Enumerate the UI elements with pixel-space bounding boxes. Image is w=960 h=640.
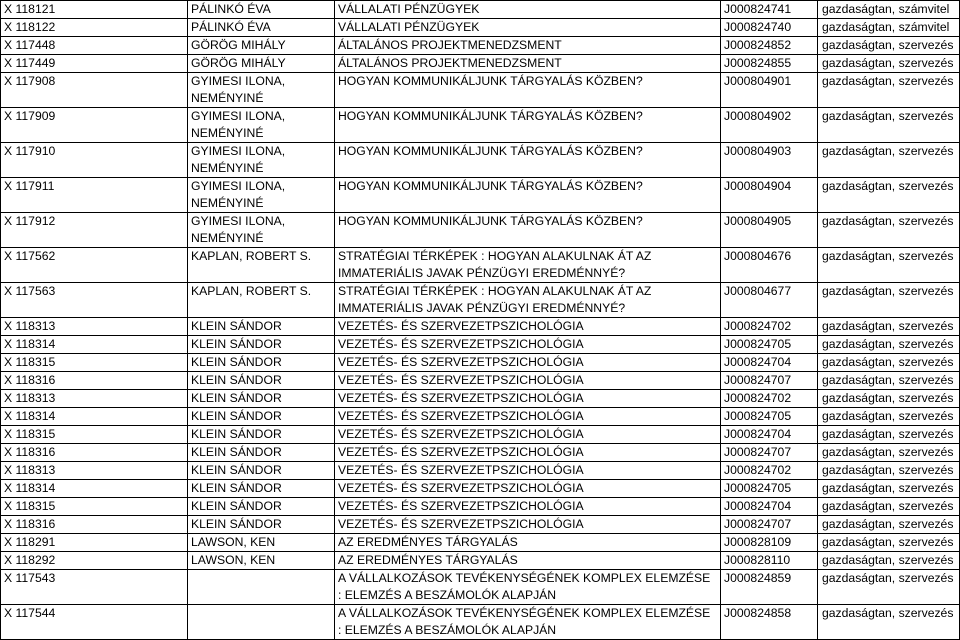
- author-cell: KLEIN SÁNDOR: [188, 390, 335, 408]
- code-cell: J000824702: [721, 462, 818, 480]
- table-row: [1, 444, 960, 462]
- code-cell: J000804902: [721, 108, 818, 143]
- table-row: [1, 570, 960, 605]
- table-row: [1, 426, 960, 444]
- table-row: [1, 178, 960, 213]
- table-row: [1, 19, 960, 37]
- title-cell: ÁLTALÁNOS PROJEKTMENEDZSMENT: [335, 55, 721, 73]
- table-row: [1, 213, 960, 248]
- code-cell: J000824705: [721, 480, 818, 498]
- table-row: [1, 372, 960, 390]
- table-row: [1, 498, 960, 516]
- category-cell: gazdaságtan, szervezés: [818, 354, 960, 372]
- record-id-cell: X 118314: [1, 480, 188, 498]
- author-cell: GYIMESI ILONA, NEMÉNYINÉ: [188, 73, 335, 108]
- record-id-cell: X 118315: [1, 426, 188, 444]
- category-cell: gazdaságtan, szervezés: [818, 426, 960, 444]
- code-cell: J000824704: [721, 498, 818, 516]
- record-id-cell: X 118314: [1, 336, 188, 354]
- title-cell: VEZETÉS- ÉS SZERVEZETPSZICHOLÓGIA: [335, 354, 721, 372]
- record-id-cell: X 117910: [1, 143, 188, 178]
- code-cell: J000804904: [721, 178, 818, 213]
- code-cell: J000804676: [721, 248, 818, 283]
- author-cell: LAWSON, KEN: [188, 552, 335, 570]
- author-cell: KLEIN SÁNDOR: [188, 516, 335, 534]
- title-cell: VEZETÉS- ÉS SZERVEZETPSZICHOLÓGIA: [335, 372, 721, 390]
- record-id-cell: X 117449: [1, 55, 188, 73]
- code-cell: J000824855: [721, 55, 818, 73]
- table-row: [1, 390, 960, 408]
- code-cell: J000824852: [721, 37, 818, 55]
- author-cell: GÖRÖG MIHÁLY: [188, 55, 335, 73]
- table-row: [1, 73, 960, 108]
- record-id-cell: X 117562: [1, 248, 188, 283]
- code-cell: J000804903: [721, 143, 818, 178]
- code-cell: J000824704: [721, 354, 818, 372]
- author-cell: KLEIN SÁNDOR: [188, 444, 335, 462]
- table-row: [1, 354, 960, 372]
- author-cell: GYIMESI ILONA, NEMÉNYINÉ: [188, 213, 335, 248]
- code-cell: J000824702: [721, 390, 818, 408]
- author-cell: KLEIN SÁNDOR: [188, 372, 335, 390]
- title-cell: VEZETÉS- ÉS SZERVEZETPSZICHOLÓGIA: [335, 498, 721, 516]
- title-cell: VEZETÉS- ÉS SZERVEZETPSZICHOLÓGIA: [335, 480, 721, 498]
- category-cell: gazdaságtan, szervezés: [818, 534, 960, 552]
- category-cell: gazdaságtan, szervezés: [818, 408, 960, 426]
- category-cell: gazdaságtan, szervezés: [818, 108, 960, 143]
- author-cell: PÁLINKÓ ÉVA: [188, 19, 335, 37]
- record-id-cell: X 117911: [1, 178, 188, 213]
- title-cell: VEZETÉS- ÉS SZERVEZETPSZICHOLÓGIA: [335, 444, 721, 462]
- record-id-cell: X 117909: [1, 108, 188, 143]
- code-cell: J000824741: [721, 1, 818, 19]
- record-id-cell: X 117908: [1, 73, 188, 108]
- category-cell: gazdaságtan, szervezés: [818, 498, 960, 516]
- title-cell: VÁLLALATI PÉNZÜGYEK: [335, 1, 721, 19]
- title-cell: A VÁLLALKOZÁSOK TEVÉKENYSÉGÉNEK KOMPLEX ELEMZÉSE : ELEMZÉS A BESZÁMOLÓK ALAPJÁN: [335, 605, 721, 640]
- code-cell: J000828109: [721, 534, 818, 552]
- catalog-table-body: [1, 1, 960, 640]
- code-cell: J000824705: [721, 336, 818, 354]
- table-row: [1, 534, 960, 552]
- author-cell: GYIMESI ILONA, NEMÉNYINÉ: [188, 143, 335, 178]
- author-cell: KLEIN SÁNDOR: [188, 336, 335, 354]
- title-cell: AZ EREDMÉNYES TÁRGYALÁS: [335, 552, 721, 570]
- title-cell: VEZETÉS- ÉS SZERVEZETPSZICHOLÓGIA: [335, 390, 721, 408]
- category-cell: gazdaságtan, szervezés: [818, 178, 960, 213]
- author-cell: KAPLAN, ROBERT S.: [188, 248, 335, 283]
- title-cell: VEZETÉS- ÉS SZERVEZETPSZICHOLÓGIA: [335, 462, 721, 480]
- code-cell: J000824740: [721, 19, 818, 37]
- record-id-cell: X 117912: [1, 213, 188, 248]
- category-cell: gazdaságtan, szervezés: [818, 570, 960, 605]
- category-cell: gazdaságtan, szervezés: [818, 480, 960, 498]
- table-row: [1, 605, 960, 640]
- title-cell: A VÁLLALKOZÁSOK TEVÉKENYSÉGÉNEK KOMPLEX ELEMZÉSE : ELEMZÉS A BESZÁMOLÓK ALAPJÁN: [335, 570, 721, 605]
- table-row: [1, 37, 960, 55]
- record-id-cell: X 118316: [1, 444, 188, 462]
- title-cell: VEZETÉS- ÉS SZERVEZETPSZICHOLÓGIA: [335, 408, 721, 426]
- title-cell: HOGYAN KOMMUNIKÁLJUNK TÁRGYALÁS KÖZBEN?: [335, 108, 721, 143]
- record-id-cell: X 117563: [1, 283, 188, 318]
- category-cell: gazdaságtan, szervezés: [818, 462, 960, 480]
- category-cell: gazdaságtan, szervezés: [818, 73, 960, 108]
- category-cell: gazdaságtan, szervezés: [818, 444, 960, 462]
- table-row: [1, 143, 960, 178]
- category-cell: gazdaságtan, szervezés: [818, 37, 960, 55]
- category-cell: gazdaságtan, számvitel: [818, 19, 960, 37]
- table-row: [1, 462, 960, 480]
- title-cell: STRATÉGIAI TÉRKÉPEK : HOGYAN ALAKULNAK ÁT AZ IMMATERIÁLIS JAVAK PÉNZÜGYI EREDMÉNNYÉ?: [335, 283, 721, 318]
- table-row: [1, 336, 960, 354]
- record-id-cell: X 117448: [1, 37, 188, 55]
- code-cell: J000824705: [721, 408, 818, 426]
- category-cell: gazdaságtan, szervezés: [818, 143, 960, 178]
- category-cell: gazdaságtan, szervezés: [818, 605, 960, 640]
- record-id-cell: X 118292: [1, 552, 188, 570]
- author-cell: LAWSON, KEN: [188, 534, 335, 552]
- author-cell: KLEIN SÁNDOR: [188, 426, 335, 444]
- record-id-cell: X 118291: [1, 534, 188, 552]
- code-cell: J000828110: [721, 552, 818, 570]
- author-cell: KAPLAN, ROBERT S.: [188, 283, 335, 318]
- record-id-cell: X 118313: [1, 462, 188, 480]
- record-id-cell: X 117544: [1, 605, 188, 640]
- title-cell: HOGYAN KOMMUNIKÁLJUNK TÁRGYALÁS KÖZBEN?: [335, 178, 721, 213]
- category-cell: gazdaságtan, szervezés: [818, 248, 960, 283]
- category-cell: gazdaságtan, szervezés: [818, 336, 960, 354]
- table-row: [1, 552, 960, 570]
- code-cell: J000824707: [721, 444, 818, 462]
- author-cell: KLEIN SÁNDOR: [188, 462, 335, 480]
- category-cell: gazdaságtan, szervezés: [818, 372, 960, 390]
- author-cell: KLEIN SÁNDOR: [188, 354, 335, 372]
- title-cell: HOGYAN KOMMUNIKÁLJUNK TÁRGYALÁS KÖZBEN?: [335, 213, 721, 248]
- author-cell: [188, 605, 335, 640]
- table-row: [1, 248, 960, 283]
- table-row: [1, 516, 960, 534]
- record-id-cell: X 118121: [1, 1, 188, 19]
- category-cell: gazdaságtan, szervezés: [818, 552, 960, 570]
- title-cell: STRATÉGIAI TÉRKÉPEK : HOGYAN ALAKULNAK ÁT AZ IMMATERIÁLIS JAVAK PÉNZÜGYI EREDMÉNNYÉ?: [335, 248, 721, 283]
- code-cell: J000804901: [721, 73, 818, 108]
- code-cell: J000804905: [721, 213, 818, 248]
- category-cell: gazdaságtan, szervezés: [818, 213, 960, 248]
- title-cell: AZ EREDMÉNYES TÁRGYALÁS: [335, 534, 721, 552]
- category-cell: gazdaságtan, számvitel: [818, 1, 960, 19]
- record-id-cell: X 118315: [1, 498, 188, 516]
- record-id-cell: X 118316: [1, 372, 188, 390]
- author-cell: KLEIN SÁNDOR: [188, 408, 335, 426]
- table-row: [1, 480, 960, 498]
- title-cell: HOGYAN KOMMUNIKÁLJUNK TÁRGYALÁS KÖZBEN?: [335, 143, 721, 178]
- author-cell: GÖRÖG MIHÁLY: [188, 37, 335, 55]
- title-cell: VEZETÉS- ÉS SZERVEZETPSZICHOLÓGIA: [335, 516, 721, 534]
- category-cell: gazdaságtan, szervezés: [818, 516, 960, 534]
- record-id-cell: X 118314: [1, 408, 188, 426]
- record-id-cell: X 118313: [1, 318, 188, 336]
- title-cell: HOGYAN KOMMUNIKÁLJUNK TÁRGYALÁS KÖZBEN?: [335, 73, 721, 108]
- title-cell: VÁLLALATI PÉNZÜGYEK: [335, 19, 721, 37]
- code-cell: J000804677: [721, 283, 818, 318]
- record-id-cell: X 118316: [1, 516, 188, 534]
- title-cell: VEZETÉS- ÉS SZERVEZETPSZICHOLÓGIA: [335, 336, 721, 354]
- author-cell: KLEIN SÁNDOR: [188, 498, 335, 516]
- code-cell: J000824704: [721, 426, 818, 444]
- category-cell: gazdaságtan, szervezés: [818, 318, 960, 336]
- title-cell: VEZETÉS- ÉS SZERVEZETPSZICHOLÓGIA: [335, 318, 721, 336]
- code-cell: J000824707: [721, 372, 818, 390]
- table-row: [1, 1, 960, 19]
- table-row: [1, 283, 960, 318]
- author-cell: KLEIN SÁNDOR: [188, 318, 335, 336]
- author-cell: GYIMESI ILONA, NEMÉNYINÉ: [188, 108, 335, 143]
- code-cell: J000824707: [721, 516, 818, 534]
- category-cell: gazdaságtan, szervezés: [818, 283, 960, 318]
- code-cell: J000824702: [721, 318, 818, 336]
- record-id-cell: X 118313: [1, 390, 188, 408]
- author-cell: PÁLINKÓ ÉVA: [188, 1, 335, 19]
- author-cell: GYIMESI ILONA, NEMÉNYINÉ: [188, 178, 335, 213]
- record-id-cell: X 118315: [1, 354, 188, 372]
- title-cell: ÁLTALÁNOS PROJEKTMENEDZSMENT: [335, 37, 721, 55]
- author-cell: [188, 570, 335, 605]
- table-row: [1, 55, 960, 73]
- category-cell: gazdaságtan, szervezés: [818, 390, 960, 408]
- category-cell: gazdaságtan, szervezés: [818, 55, 960, 73]
- title-cell: VEZETÉS- ÉS SZERVEZETPSZICHOLÓGIA: [335, 426, 721, 444]
- record-id-cell: X 118122: [1, 19, 188, 37]
- table-row: [1, 318, 960, 336]
- code-cell: J000824859: [721, 570, 818, 605]
- code-cell: J000824858: [721, 605, 818, 640]
- author-cell: KLEIN SÁNDOR: [188, 480, 335, 498]
- table-row: [1, 108, 960, 143]
- record-id-cell: X 117543: [1, 570, 188, 605]
- table-row: [1, 408, 960, 426]
